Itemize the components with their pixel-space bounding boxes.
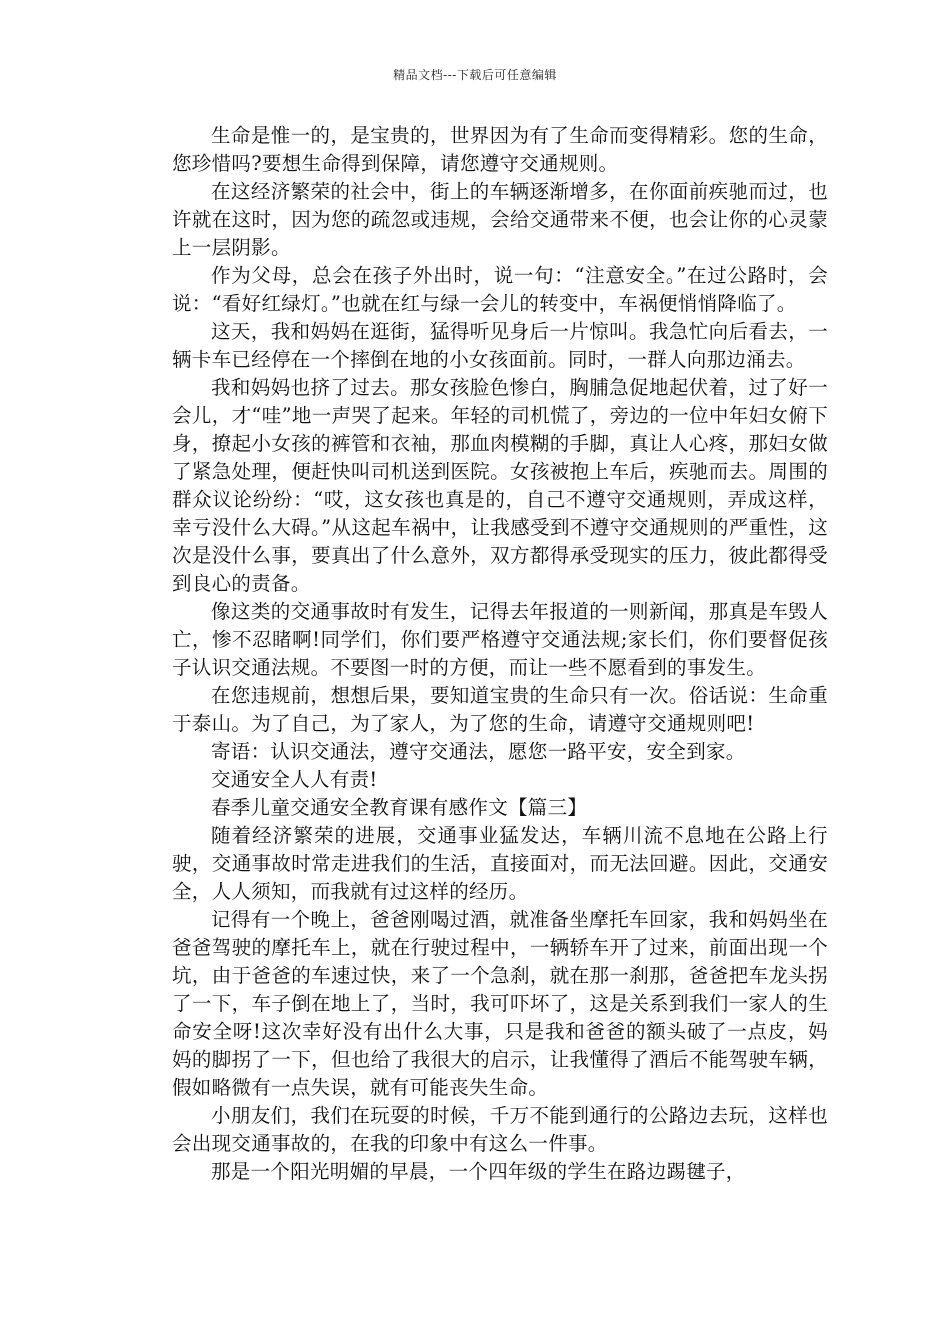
paragraph: 作为父母，总会在孩子外出时，说一句：“注意安全。”在过公路时，会说：“看好红绿灯。”也就在红与绿一会儿的转变中，车祸便悄悄降临了。 (172, 264, 828, 315)
paragraph: 随着经济繁荣的进展，交通事业猛发达，车辆川流不息地在公路上行驶，交通事故时常走进我们的生活，直接面对，而无法回避。因此，交通安全，人人须知，而我就有过这样的经历。 (172, 824, 828, 903)
paragraph: 寄语：认识交通法，遵守交通法，愿您一路平安，安全到家。 (211, 740, 746, 763)
paragraph: 像这类的交通事故时有发生，记得去年报道的一则新闻，那真是车毁人亡，惨不忍睹啊!同学们，你们要严格遵守交通法规;家长们，你们要督促孩子认识交通法规。不要图一时的方便，而让一些不愿看到的事发生。 (172, 600, 828, 679)
paragraph: 那是一个阳光明媚的早晨，一个四年级的学生在路边踢毽子， (211, 1160, 746, 1183)
paragraph: 这天，我和妈妈在逛街，猛得听见身后一片惊叫。我急忙向后看去，一辆卡车已经停在一个摔倒在地的小女孩面前。同时，一群人向那边涌去。 (172, 320, 828, 371)
paragraph: 交通安全人人有责! (211, 768, 378, 791)
paragraph: 我和妈妈也挤了过去。那女孩脸色惨白，胸脯急促地起伏着，过了好一会儿，才“哇”地一声哭了起来。年轻的司机慌了，旁边的一位中年妇女俯下身，撩起小女孩的裤管和衣袖，那血肉模糊的手脚，真让人心疼，那妇女做了紧急处理，便赶快叫司机送到医院。女孩被抱上车后，疾驰而去。周围的群众议论纷纷：“哎，这女孩也真是的，自己不遵守交通规则，弄成这样，幸亏没什么大碍。”从这起车祸中，让我感受到不遵守交通规则的严重性，这次是没什么事，要真出了什么意外，双方都得承受现实的压力，彼此都得受到良心的责备。 (172, 376, 828, 595)
paragraph: 在这经济繁荣的社会中，街上的车辆逐渐增多，在你面前疾驰而过，也许就在这时，因为您的疏忽或违规，会给交通带来不便，也会让你的心灵蒙上一层阴影。 (172, 180, 828, 259)
paragraph: 在您违规前，想想后果，要知道宝贵的生命只有一次。俗话说：生命重于泰山。为了自己，为了家人，为了您的生命，请遵守交通规则吧! (172, 684, 828, 735)
page-header: 精品文档---下载后可任意编辑 (393, 68, 557, 82)
paragraph: 生命是惟一的，是宝贵的，世界因为有了生命而变得精彩。您的生命，您珍惜吗?要想生命得到保障，请您遵守交通规则。 (172, 124, 828, 175)
paragraph: 小朋友们，我们在玩耍的时候，千万不能到通行的公路边去玩，这样也会出现交通事故的，在我的印象中有这么一件事。 (172, 1104, 828, 1155)
section-heading: 春季儿童交通安全教育课有感作文【篇三】 (211, 796, 588, 819)
document-body (172, 122, 828, 1186)
paragraph: 记得有一个晚上，爸爸刚喝过酒，就准备坐摩托车回家，我和妈妈坐在爸爸驾驶的摩托车上，就在行驶过程中，一辆轿车开了过来，前面出现一个坑，由于爸爸的车速过快，来了一个急刹，就在那一刹那，爸爸把车龙头拐了一下，车子倒在地上了，当时，我可吓坏了，这是关系到我们一家人的生命安全呀!这次幸好没有出什么大事，只是我和爸爸的额头破了一点皮，妈妈的脚拐了一下，但也给了我很大的启示，让我懂得了酒后不能驾驶车辆，假如略微有一点失误，就有可能丧失生命。 (172, 908, 828, 1099)
